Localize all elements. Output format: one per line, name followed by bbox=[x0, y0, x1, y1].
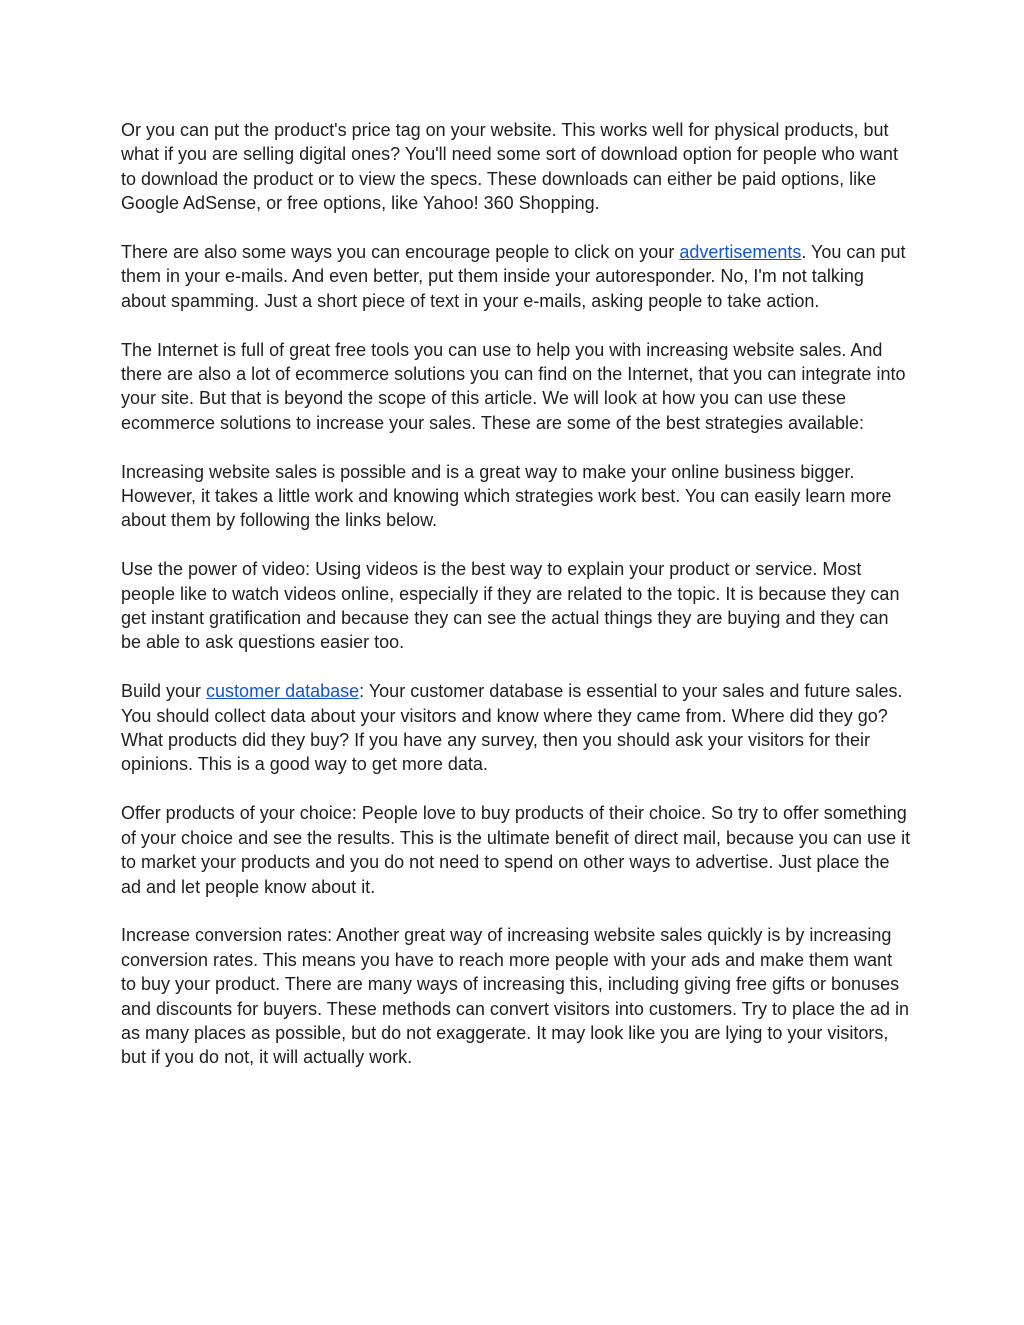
paragraph-offer-products: Offer products of your choice: People love to buy products of their choice. So try to offer something of your choice and see the results. This is the ultimate benefit of direct mail, because you can use it to market your products and you do not need to spend on other ways to advertise. Just place the ad and let people know about it. bbox=[121, 803, 911, 897]
paragraph-advertisements bbox=[121, 240, 911, 313]
paragraph-text: . You can put them in your e-mails. And even better, put them inside your autoresponder. No, I'm not talking about spamming. Just a short piece of text in your e-mails, asking people to take action. bbox=[121, 242, 906, 311]
document-page bbox=[121, 118, 911, 1094]
paragraph-text: : Your customer database is essential to your sales and future sales. You should collect data about your visitors and know where they came from. Where did they go? What products did they buy? If you have any survey, then you should ask your visitors for their opinions. This is a good way to get more data. bbox=[121, 681, 903, 775]
customer-database-link[interactable]: customer database bbox=[206, 681, 360, 702]
paragraph-text: Build your bbox=[121, 681, 207, 702]
paragraph-text: There are also some ways you can encourage people to click on your bbox=[121, 242, 680, 263]
paragraph-conversion-rates: Increase conversion rates: Another great way of increasing website sales quickly is by increasing conversion rates. This means you have to reach more people with your ads and make them want to buy your product. There are many ways of increasing this, including giving free gifts or bonuses and discounts for buyers. These methods can convert visitors into customers. Try to place the ad in as many places as possible, but do not exaggerate. It may look like you are lying to your visitors, but if you do not, it will actually work. bbox=[121, 925, 910, 1068]
paragraph-increasing-sales: Increasing website sales is possible and is a great way to make your online business bigger. However, it takes a little work and knowing which strategies work best. You can easily learn more about them by following the links below. bbox=[121, 461, 892, 531]
paragraph-video: Use the power of video: Using videos is the best way to explain your product or service. Most people like to watch videos online, especially if they are related to the topic. It is because they can get instant gratification and because they can see the actual things they are buying and they can be able to ask questions easier too. bbox=[121, 559, 900, 653]
advertisements-link[interactable]: advertisements bbox=[679, 242, 802, 263]
paragraph-customer-database bbox=[121, 679, 911, 777]
paragraph-free-tools: The Internet is full of great free tools you can use to help you with increasing website sales. And there are also a lot of ecommerce solutions you can find on the Internet, that you can integrate into your site. But that is beyond the scope of this article. We will look at how you can use these ecommerce solutions to increase your sales. These are some of the best strategies available: bbox=[121, 339, 906, 433]
paragraph-price-tag: Or you can put the product's price tag on your website. This works well for physical products, but what if you are selling digital ones? You'll need some sort of download option for people who want to download the product or to view the specs. These downloads can either be paid options, like Google AdSense, or free options, like Yahoo! 360 Shopping. bbox=[121, 120, 898, 214]
